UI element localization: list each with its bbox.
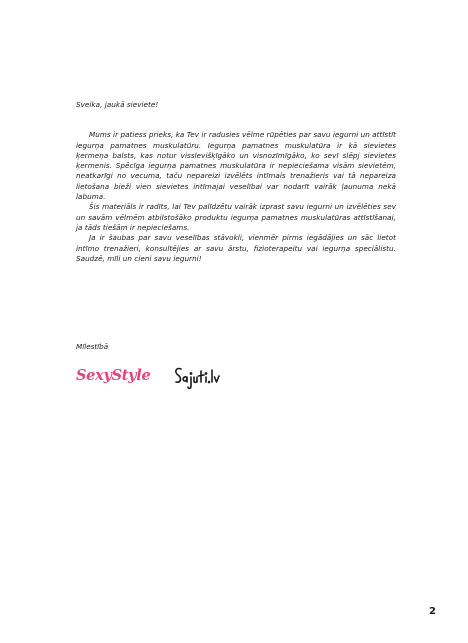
letter-body — [76, 100, 396, 264]
letter-paragraph-3: Ja ir šaubas par savu veselības stāvokli, vienmēr pirms iegādājies un sāc lietot intīmo trenažieri, konsultējies ar savu ārstu, fizioterapeitu vai iegurņa speciālistu. Saudzē, mīli un cieni savu iegurni! — [76, 233, 396, 263]
page-number: 2 — [429, 606, 436, 617]
letter-paragraph-1: Mums ir patiess prieks, ka Tev ir radusies vēlme rūpēties par savu iegurni un attīstīt iegurņa pamatnes muskulatūru. Iegurņa pamatnes muskulatūra ir kā sievietes ķermeņa balsts, kas notur visslevišķīgāko un visnozīmīgāko, ko sevī slēpj sievietes ķermenis. Spēcīga iegurņa pamatnes muskulatūra ir nepieciešama visām sievietēm, neatkarīgi no vecuma, taču nepareizi izvēlēts intīmais trenažieris vai tā nepareiza lietošana bieži vien sievietes intīmajai veselībai var nodarīt vairāk ļaunuma nekā labuma. — [76, 130, 396, 202]
brand-logos — [76, 362, 236, 394]
sajuti-logo — [172, 362, 222, 394]
letter-paragraph-2: Šis materiāls ir radīts, lai Tev palīdzētu vairāk izprast savu iegurni un izvēlēties sev un savām vēlmēm atbilstošāko produktu iegurņa pamatnes muskulatūras attīstīšanai, ja tāds tiešām ir nepieciešams. — [76, 202, 396, 232]
sexystyle-logo: SexyStyle — [76, 367, 151, 384]
letter-greeting: Sveika, jaukā sieviete! — [76, 100, 159, 109]
letter-signoff: Mīlestībā — [76, 342, 109, 351]
